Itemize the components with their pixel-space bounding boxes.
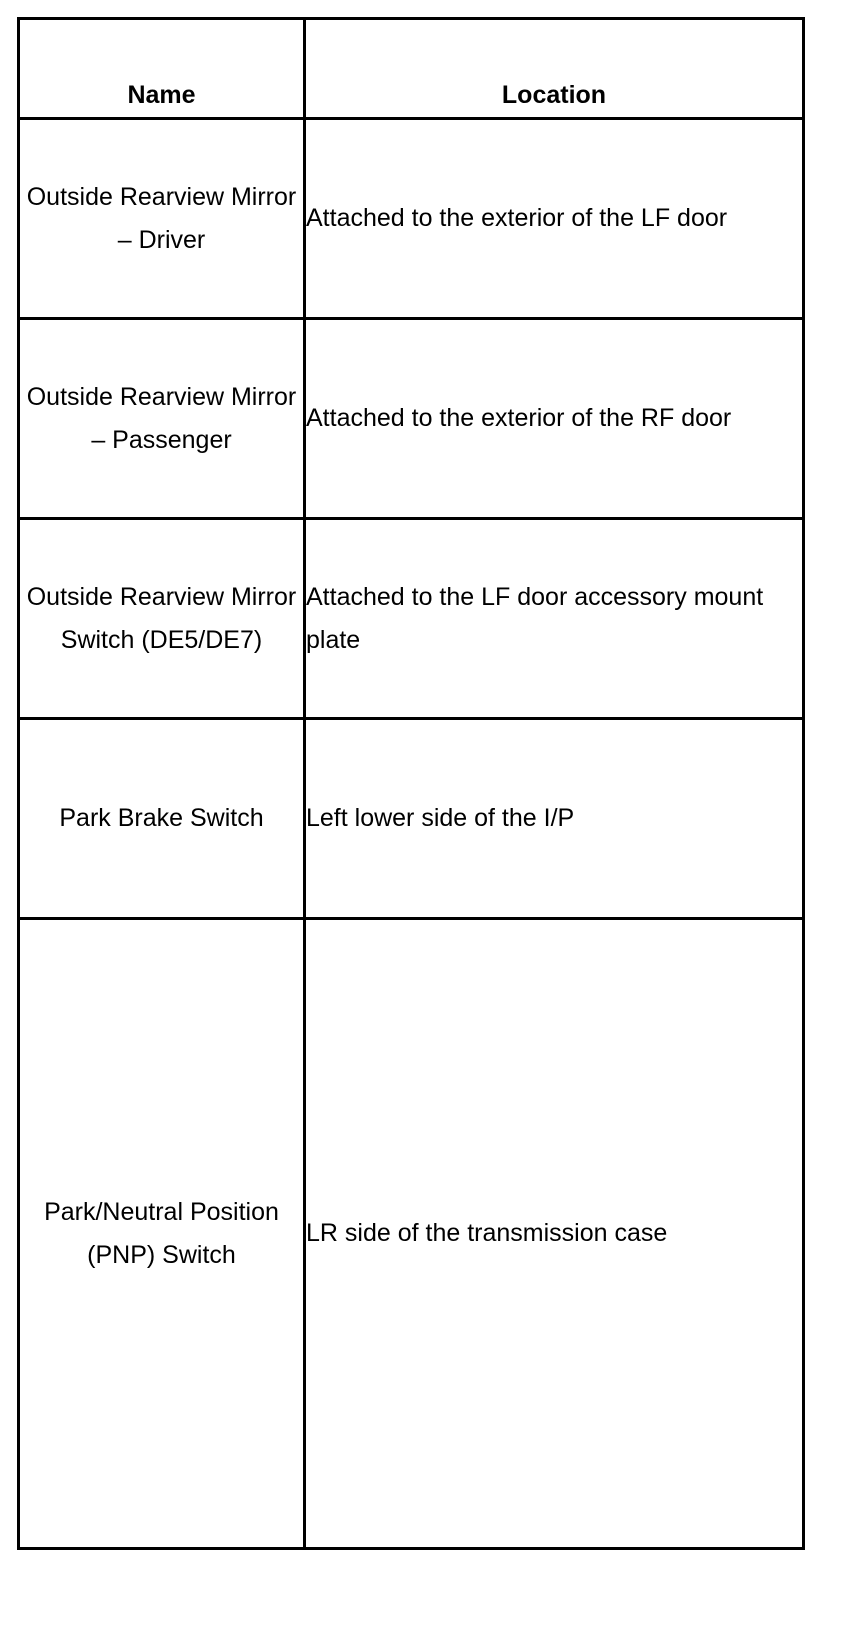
name-cell: Outside Rearview Mirror – Driver (19, 119, 305, 319)
table-row (19, 119, 804, 319)
header-name: Name (19, 19, 305, 119)
table-row (19, 519, 804, 719)
location-cell: LR side of the transmission case (305, 919, 804, 1549)
name-cell: Outside Rearview Mirror – Passenger (19, 319, 305, 519)
table-row (19, 319, 804, 519)
table-header-row (19, 19, 804, 119)
header-location: Location (305, 19, 804, 119)
name-cell: Park/Neutral Position (PNP) Switch (19, 919, 305, 1549)
location-cell: Attached to the exterior of the LF door (305, 119, 804, 319)
location-cell: Attached to the exterior of the RF door (305, 319, 804, 519)
location-cell: Attached to the LF door accessory mount plate (305, 519, 804, 719)
table-row (19, 719, 804, 919)
name-cell: Outside Rearview Mirror Switch (DE5/DE7) (19, 519, 305, 719)
table-row (19, 919, 804, 1549)
location-cell: Left lower side of the I/P (305, 719, 804, 919)
component-location-table (17, 17, 805, 1550)
name-cell: Park Brake Switch (19, 719, 305, 919)
